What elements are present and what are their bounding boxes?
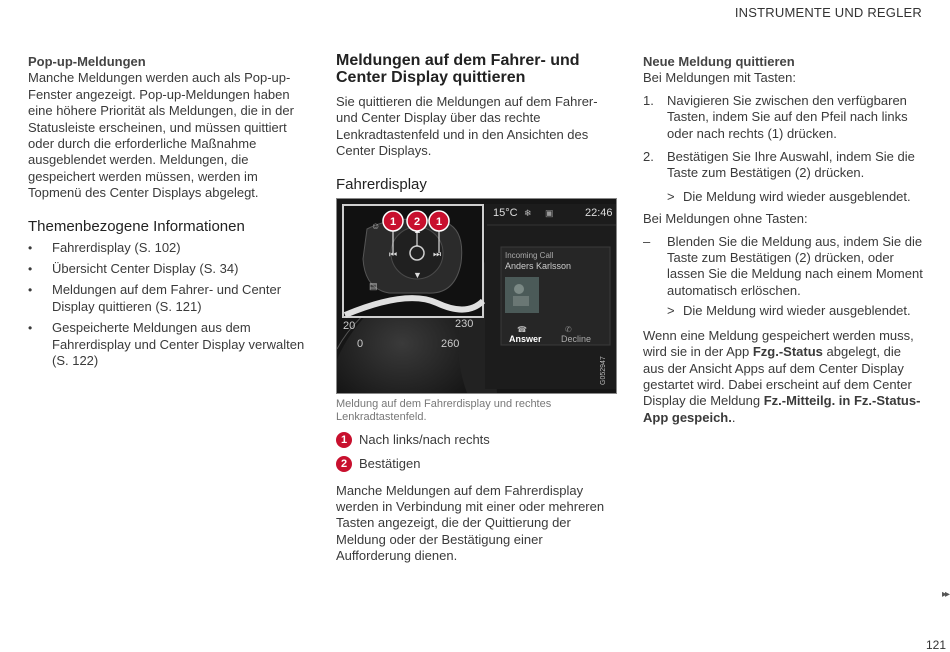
hangup-icon: ✆ bbox=[565, 324, 572, 334]
driver-display-figure bbox=[336, 198, 617, 394]
topic-link[interactable]: • Meldungen auf dem Fahrer- und Center Display quittieren (S. 121) bbox=[28, 282, 308, 315]
figure-caption: Meldung auf dem Fahrerdisplay und rechtes Lenkradtastenfeld. bbox=[336, 397, 552, 424]
result-line bbox=[643, 189, 923, 205]
callout-number: 2 bbox=[413, 215, 421, 228]
callout-number: 1 bbox=[435, 215, 443, 228]
next-page-icon[interactable]: ▸▸ bbox=[941, 589, 948, 600]
result-arrow-icon: > bbox=[667, 303, 675, 319]
dash-item bbox=[643, 234, 923, 300]
with-buttons-text: Bei Meldungen mit Tasten: bbox=[643, 70, 796, 86]
fahrerdisplay-title: Fahrerdisplay bbox=[336, 175, 427, 193]
stored-message: Fz.-Mitteilg. in Fz.-Status-App gespeich. bbox=[643, 393, 921, 425]
popup-title: Pop-up-Meldungen bbox=[28, 54, 146, 69]
step-item bbox=[643, 149, 923, 182]
topic-link[interactable]: • Gespeicherte Meldungen aus dem Fahrerdisplay und Center Display verwalten (S. 122) bbox=[28, 320, 308, 369]
intro-text: Sie quittieren die Meldungen auf dem Fahrer- und Center Display über das rechte Lenkradtastenfeld und in den Ansichten des Center Displays. bbox=[336, 94, 598, 159]
outro-text: Manche Meldungen auf dem Fahrerdisplay werden in Verbindung mit einer oder mehreren Tasten angezeigt, die der Quittierung der Meldung oder der Bestätigung einer Aufforderung dienen. bbox=[336, 482, 605, 564]
result-text: Die Meldung wird wieder ausgeblendet. bbox=[683, 303, 911, 319]
legend-item bbox=[336, 431, 616, 451]
step-item bbox=[643, 93, 923, 142]
clock-readout: 22:46 bbox=[585, 206, 613, 219]
right-arrow-icon: ⏭ bbox=[433, 248, 442, 259]
section-title: Meldungen auf dem Fahrer- und Center Display quittieren bbox=[336, 52, 580, 86]
storage-note bbox=[643, 328, 923, 426]
legend-badge: 1 bbox=[336, 432, 352, 448]
topic-link[interactable]: • Fahrerdisplay (S. 102) bbox=[28, 240, 308, 256]
without-buttons-text: Bei Meldungen ohne Tasten: bbox=[643, 211, 808, 227]
step-text: Bestätigen Sie Ihre Auswahl, indem Sie die Taste zum Bestätigen (2) drücken. bbox=[667, 149, 915, 181]
left-arrow-icon: ⏮ bbox=[389, 248, 398, 259]
result-arrow-icon: > bbox=[667, 188, 675, 204]
dash-text: Blenden Sie die Meldung aus, indem Sie die Taste zum Bestätigen (2) drücken, oder lassen Sie die Meldung nach einem Moment automatisch erlöschen. bbox=[667, 233, 923, 298]
status-icon: ▣ bbox=[545, 207, 554, 218]
note-text: . bbox=[731, 409, 736, 425]
result-text: Die Meldung wird wieder ausgeblendet. bbox=[683, 188, 911, 204]
topics-list bbox=[28, 240, 308, 370]
callout-number: 1 bbox=[389, 215, 397, 228]
page-number: 121 bbox=[925, 638, 946, 652]
down-arrow-icon: ▼ bbox=[413, 269, 422, 280]
topic-link[interactable]: • Übersicht Center Display (S. 34) bbox=[28, 261, 308, 277]
voice-icon: ☺ bbox=[371, 220, 381, 231]
app-name: Fzg.-Status bbox=[752, 344, 823, 360]
rpm-tick: 260 bbox=[441, 337, 460, 350]
speed-tick: 20 bbox=[343, 319, 356, 332]
middle-column bbox=[336, 50, 616, 565]
legend-badge: 2 bbox=[336, 456, 352, 472]
driver-display-illustration bbox=[337, 199, 616, 393]
speed-tick: 0 bbox=[357, 337, 364, 350]
incoming-call-label: Incoming Call bbox=[505, 250, 554, 260]
popup-text: Manche Meldungen werden auch als Pop-up-Fenster angezeigt. Pop-up-Meldungen haben eine höhere Priorität als Meldungen, die in der Statusleiste erscheinen, und müssen quittiert oder durch die erforderliche Maßnahme ausgeblendet werden. Meldungen, die gespeichert werden müssen, werden im Topmenü des Center Displays abgelegt. bbox=[28, 70, 294, 201]
dash-marker: – bbox=[643, 233, 651, 249]
step-text: Navigieren Sie zwischen den verfügbaren Tasten, indem Sie auf den Pfeil nach links oder nach rechts (1) drücken. bbox=[667, 92, 908, 141]
phone-icon: ☎ bbox=[517, 324, 527, 334]
note-text: abgelegt, die aus der Ansicht Apps auf dem Center Display gestartet wird. Dabei erscheint auf dem Center Display die Meldung bbox=[643, 344, 912, 409]
caller-photo bbox=[505, 277, 539, 313]
steps-list bbox=[643, 93, 923, 182]
figure-code: G052947 bbox=[600, 355, 607, 385]
result-line bbox=[643, 303, 923, 319]
section-header: INSTRUMENTE UND REGLER bbox=[734, 5, 922, 20]
legend-label: Bestätigen bbox=[359, 455, 421, 471]
menu-icon: ▤ bbox=[369, 280, 378, 291]
note-text: Wenn eine Meldung gespeichert werden muss, wird sie in der App bbox=[643, 327, 914, 360]
legend-label: Nach links/nach rechts bbox=[359, 431, 490, 447]
step-number: 1. bbox=[643, 92, 654, 108]
topics-title: Themenbezogene Informationen bbox=[28, 217, 245, 235]
answer-button[interactable]: Answer bbox=[509, 333, 542, 344]
legend-item bbox=[336, 455, 616, 475]
decline-button[interactable]: Decline bbox=[561, 333, 592, 344]
right-column bbox=[643, 50, 923, 426]
rpm-tick: 230 bbox=[455, 317, 474, 330]
caller-name: Anders Karlsson bbox=[505, 260, 572, 271]
fan-icon: ❄ bbox=[524, 207, 532, 218]
temp-readout: 15°C bbox=[493, 206, 518, 219]
ack-title: Neue Meldung quittieren bbox=[643, 54, 795, 69]
left-column bbox=[28, 50, 308, 375]
step-number: 2. bbox=[643, 149, 654, 165]
